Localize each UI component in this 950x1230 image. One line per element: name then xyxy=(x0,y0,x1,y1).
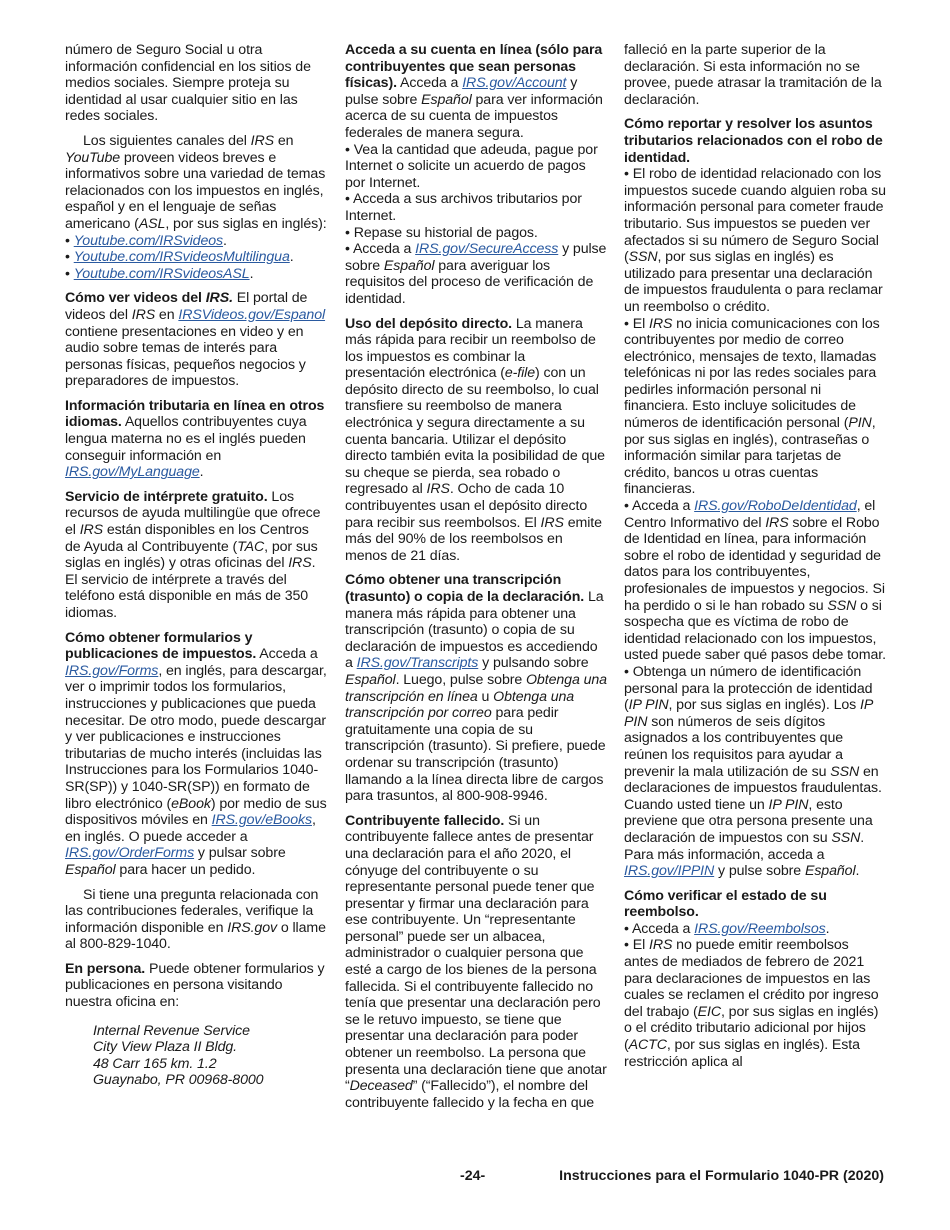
identity-theft-heading: Cómo reportar y resolver los asuntos tributarios relacionados con el robo de identidad. xyxy=(624,116,883,166)
question-paragraph: Si tiene una pregunta relacionada con las contribuciones federales, verifique la información disponible en IRS.gov o llame al 800-829-1040. xyxy=(65,886,326,953)
forms-paragraph: Cómo obtener formularios y publicaciones de impuestos. Acceda a IRS.gov/Forms, en inglés, para descargar, ver o imprimir todos los formularios, instrucciones y publicaciones que pueda necesitar. De otro modo, puede descargar y ver publicaciones e instrucciones tributarias de mucho interés (incluidas las Instrucciones para los Formularios 1040-SR(SP)) y 1040-SR(SP)) en formato de libro electrónico (eBook) por medio de sus dispositivos móviles en IRS.gov/eBooks, en inglés. O puede acceder a IRS.gov/OrderForms y pulsar sobre Español para hacer un pedido. xyxy=(65,629,327,878)
online-account-paragraph: Acceda a su cuenta en línea (sólo para contribuyentes que sean personas físicas). Acceda a IRS.gov/Account y pulse sobre Español para ver información acerca de su cuenta de impuestos federales de manera segura. xyxy=(345,42,603,141)
transcripts-link[interactable]: IRS.gov/Transcripts xyxy=(356,655,479,672)
youtube-links-list xyxy=(65,233,327,283)
refund-status-heading: Cómo verificar el estado de su reembolso. xyxy=(624,887,827,921)
youtube-link-irsvideos[interactable]: Youtube.com/IRSvideos xyxy=(73,232,224,249)
address-line: 48 Carr 165 km. 1.2 xyxy=(93,1055,217,1072)
other-languages-paragraph: Información tributaria en línea en otros idiomas. Aquellos contribuyentes cuya lengua materna no es el inglés pueden conseguir información en IRS.gov/MyLanguage. xyxy=(65,397,325,481)
list-item: • Vea la cantidad que adeuda, pague por Internet o solicite un acuerdo de pagos por Internet. xyxy=(345,141,598,191)
account-link[interactable]: IRS.gov/Account xyxy=(462,75,567,92)
transcript-heading: Cómo obtener una transcripción (trasunto) o copia de la declaración. xyxy=(345,572,585,605)
refund-bullets xyxy=(624,921,886,1070)
column-3 xyxy=(624,42,886,1078)
secureaccess-link[interactable]: IRS.gov/SecureAccess xyxy=(415,241,559,258)
bullet-icon: • xyxy=(624,498,632,515)
bullet-icon: • xyxy=(624,315,633,332)
list-item: • El IRS no inicia comunicaciones con los contribuyentes por medio de correo electrónico, mensajes de texto, llamadas telefónicas ni por las redes sociales para pedirles información personal ni financiera. Esto incluye solicitudes de números de identificación personal (PIN, por sus siglas en inglés), contraseñas o información similar para tarjetas de crédito, bancos u otras cuentas financieras. xyxy=(624,315,880,498)
address-line: City View Plaza II Bldg. xyxy=(93,1039,238,1056)
address-line: Internal Revenue Service xyxy=(93,1022,250,1039)
bullet-icon: • xyxy=(624,920,632,937)
deceased-paragraph: Contribuyente fallecido. Si un contribuyente fallece antes de presentar una declaración para el año 2020, el cónyuge del contribuyente o su representante personal puede tener que presentar y firmar una declaración para ese contribuyente. Un “representante personal” puede ser un albacea, administrador o cualquier persona que esté a cargo de los bienes de la persona fallecida. Si el contribuyente fallecido no tenía que presentar una declaración pero se le retuvo impuesto, se tiene que presentar una declaración para poder obtener un reembolso. La persona que presenta una declaración tiene que anotar “Deceased” (“Fallecido”), el nombre del contribuyente fallecido y la fecha en que xyxy=(345,812,607,1111)
bullet-icon: • xyxy=(65,265,74,282)
mylanguage-link[interactable]: IRS.gov/MyLanguage xyxy=(65,464,200,481)
orderforms-link[interactable]: IRS.gov/OrderForms xyxy=(65,845,195,862)
deceased-heading: Contribuyente fallecido. xyxy=(345,812,505,829)
list-item: • Acceda a IRS.gov/RoboDeIdentidad, el Centro Informativo del IRS sobre el Robo de Identidad en línea, para información sobre el robo de identidad y seguridad de datos para los contribuyentes, profesionales de impuestos y negocios. Si ha perdido o si le han robado su SSN o si sospecha que es víctima de robo de identidad relacionado con los impuestos, usted puede saber qué pasos debe tomar. xyxy=(624,498,886,664)
irsvideos-espanol-link[interactable]: IRSVideos.gov/Espanol xyxy=(178,306,326,323)
list-item: • Acceda a IRS.gov/Reembolsos. xyxy=(624,920,830,937)
direct-deposit-heading: Uso del depósito directo. xyxy=(345,315,512,332)
social-media-paragraph: número de Seguro Social u otra información confidencial en los sitios de medios sociales. Siempre proteja su identidad al usar cualquier sitio en las redes sociales. xyxy=(65,42,311,125)
identity-theft-bullets xyxy=(624,166,886,880)
list-item: • El IRS no puede emitir reembolsos antes de mediados de febrero de 2021 para declaraciones de impuestos en las cuales se reclamen el crédito por ingreso del trabajo (EIC, por sus siglas en inglés) o el crédito tributario adicional por hijos (ACTC, por sus siglas en inglés). Esta restricción aplica al xyxy=(624,937,879,1070)
bullet-icon: • xyxy=(345,191,353,208)
videos-paragraph: Cómo ver videos del IRS. El portal de videos del IRS en IRSVideos.gov/Espanol contiene presentaciones en video y en audio sobre temas de interés para personas físicas, pequeños negocios y preparadores de impuestos. xyxy=(65,290,326,390)
bullet-icon: • xyxy=(345,224,354,241)
forms-heading: Cómo obtener formularios y publicaciones de impuestos. xyxy=(65,629,257,663)
online-account-heading: Acceda a su cuenta en línea (sólo para contribuyentes que sean personas físicas). xyxy=(345,42,603,92)
direct-deposit-paragraph: Uso del depósito directo. La manera más rápida para recibir un reembolso de los impuestos es combinar la presentación electrónica (e-file) con un depósito directo de su reembolso, lo cual transfiere su reembolso de manera electrónica y segura directamente a su cuenta bancaria. Utilizar el depósito directo también evita la posibilidad de que su cheque se pierda, sea robado o regresado al IRS. Ocho de cada 10 contribuyentes usan el depósito directo para recibir sus reembolsos. El IRS emite más del 90% de los reembolsos en menos de 21 días. xyxy=(345,315,605,564)
bullet-icon: • xyxy=(624,166,633,183)
bullet-icon: • xyxy=(345,141,354,158)
deceased-continuation: falleció en la parte superior de la declaración. Si esta información no se provee, puede atrasar la tramitación de la declaración. xyxy=(624,42,882,108)
other-languages-heading: Información tributaria en línea en otros idiomas. xyxy=(65,397,325,431)
page-number: -24- xyxy=(460,1168,486,1184)
list-item: • El robo de identidad relacionado con los impuestos sucede cuando alguien roba su información personal para cometer fraude tributario. Sus impuestos se pueden ver afectados si su número de Seguro Social (SSN, por sus siglas en inglés) es utilizado para presentar una declaración de impuestos fraudulenta o para reclamar un reembolso o crédito. xyxy=(624,166,886,315)
account-bullets xyxy=(345,142,607,308)
robodeidentidad-link[interactable]: IRS.gov/RoboDeIdentidad xyxy=(694,498,857,515)
forms-link[interactable]: IRS.gov/Forms xyxy=(65,662,159,679)
bullet-icon: • xyxy=(624,663,633,680)
list-item: • Repase su historial de pagos. xyxy=(345,224,538,241)
address-line: Guaynabo, PR 00968-8000 xyxy=(93,1072,264,1089)
transcript-paragraph: Cómo obtener una transcripción (trasunto) o copia de la declaración. La manera más rápida para obtener una transcripción (trasunto) o copia de su declaración de impuestos es accediendo a IRS.gov/Transcripts y pulsando sobre Español. Luego, pulse sobre Obtenga una transcripción en línea u Obtenga una transcripción por correo para pedir gratuitamente una copia de su transcripción (trasunto). Si prefiere, puede ordenar su transcripción (trasunto) llamando a la línea directa libre de cargos para trasuntos, al 800-908-9946. xyxy=(345,572,607,805)
youtube-link-asl[interactable]: Youtube.com/IRSvideosASL xyxy=(73,265,250,282)
youtube-paragraph: Los siguientes canales del IRS en YouTube proveen videos breves e informativos sobre una variedad de temas relacionados con los impuestos en inglés, español y en el lenguaje de señas americano (ASL, por sus siglas en inglés): xyxy=(65,132,327,232)
list-item: • Acceda a IRS.gov/SecureAccess y pulse sobre Español para averiguar los requisitos del proceso de verificación de identidad. xyxy=(345,241,607,307)
interpreter-heading: Servicio de intérprete gratuito. xyxy=(65,488,268,505)
ippin-link[interactable]: IRS.gov/IPPIN xyxy=(624,863,715,880)
interpreter-paragraph: Servicio de intérprete gratuito. Los recursos de ayuda multilingüe que ofrece el IRS están disponibles en los Centros de Ayuda al Contribuyente (TAC, por sus siglas en inglés) y otras oficinas del IRS. El servicio de intérprete a través del teléfono está disponible en más de 350 idiomas. xyxy=(65,488,321,621)
videos-heading: Cómo ver videos del IRS. xyxy=(65,290,233,307)
bullet-icon: • xyxy=(624,937,633,954)
list-item: • Obtenga un número de identificación personal para la protección de identidad (IP PIN, por sus siglas en inglés). Los IP PIN son números de seis dígitos asignados a los contribuyentes que reúnen los requisitos para ayudar a prevenir la mala utilización de su SSN en declaraciones de impuestos fraudulentas. Cuando usted tiene un IP PIN, esto previene que otra persona presente una declaración de impuestos con su SSN. Para más información, acceda a IRS.gov/IPPIN y pulse sobre Español. xyxy=(624,663,882,880)
youtube-link-multilingua[interactable]: Youtube.com/IRSvideosMultilingua xyxy=(73,249,290,266)
in-person-paragraph: En persona. Puede obtener formularios y publicaciones en persona visitando nuestra oficina en: xyxy=(65,960,325,1011)
footer-title: Instrucciones para el Formulario 1040-PR (2020) xyxy=(559,1168,884,1184)
reembolsos-link[interactable]: IRS.gov/Reembolsos xyxy=(694,920,826,937)
ebooks-link[interactable]: IRS.gov/eBooks xyxy=(211,812,312,829)
list-item: • Youtube.com/IRSvideosASL. xyxy=(65,265,254,282)
column-2 xyxy=(345,42,607,1111)
in-person-heading: En persona. xyxy=(65,960,146,977)
bullet-icon: • xyxy=(345,241,353,258)
bullet-icon: • xyxy=(65,232,74,249)
column-1 xyxy=(65,42,327,1089)
office-address xyxy=(93,1023,327,1089)
list-item: • Youtube.com/IRSvideos. xyxy=(65,232,227,249)
list-item: • Youtube.com/IRSvideosMultilingua. xyxy=(65,249,294,266)
list-item: • Acceda a sus archivos tributarios por Internet. xyxy=(345,191,582,224)
bullet-icon: • xyxy=(65,249,74,266)
